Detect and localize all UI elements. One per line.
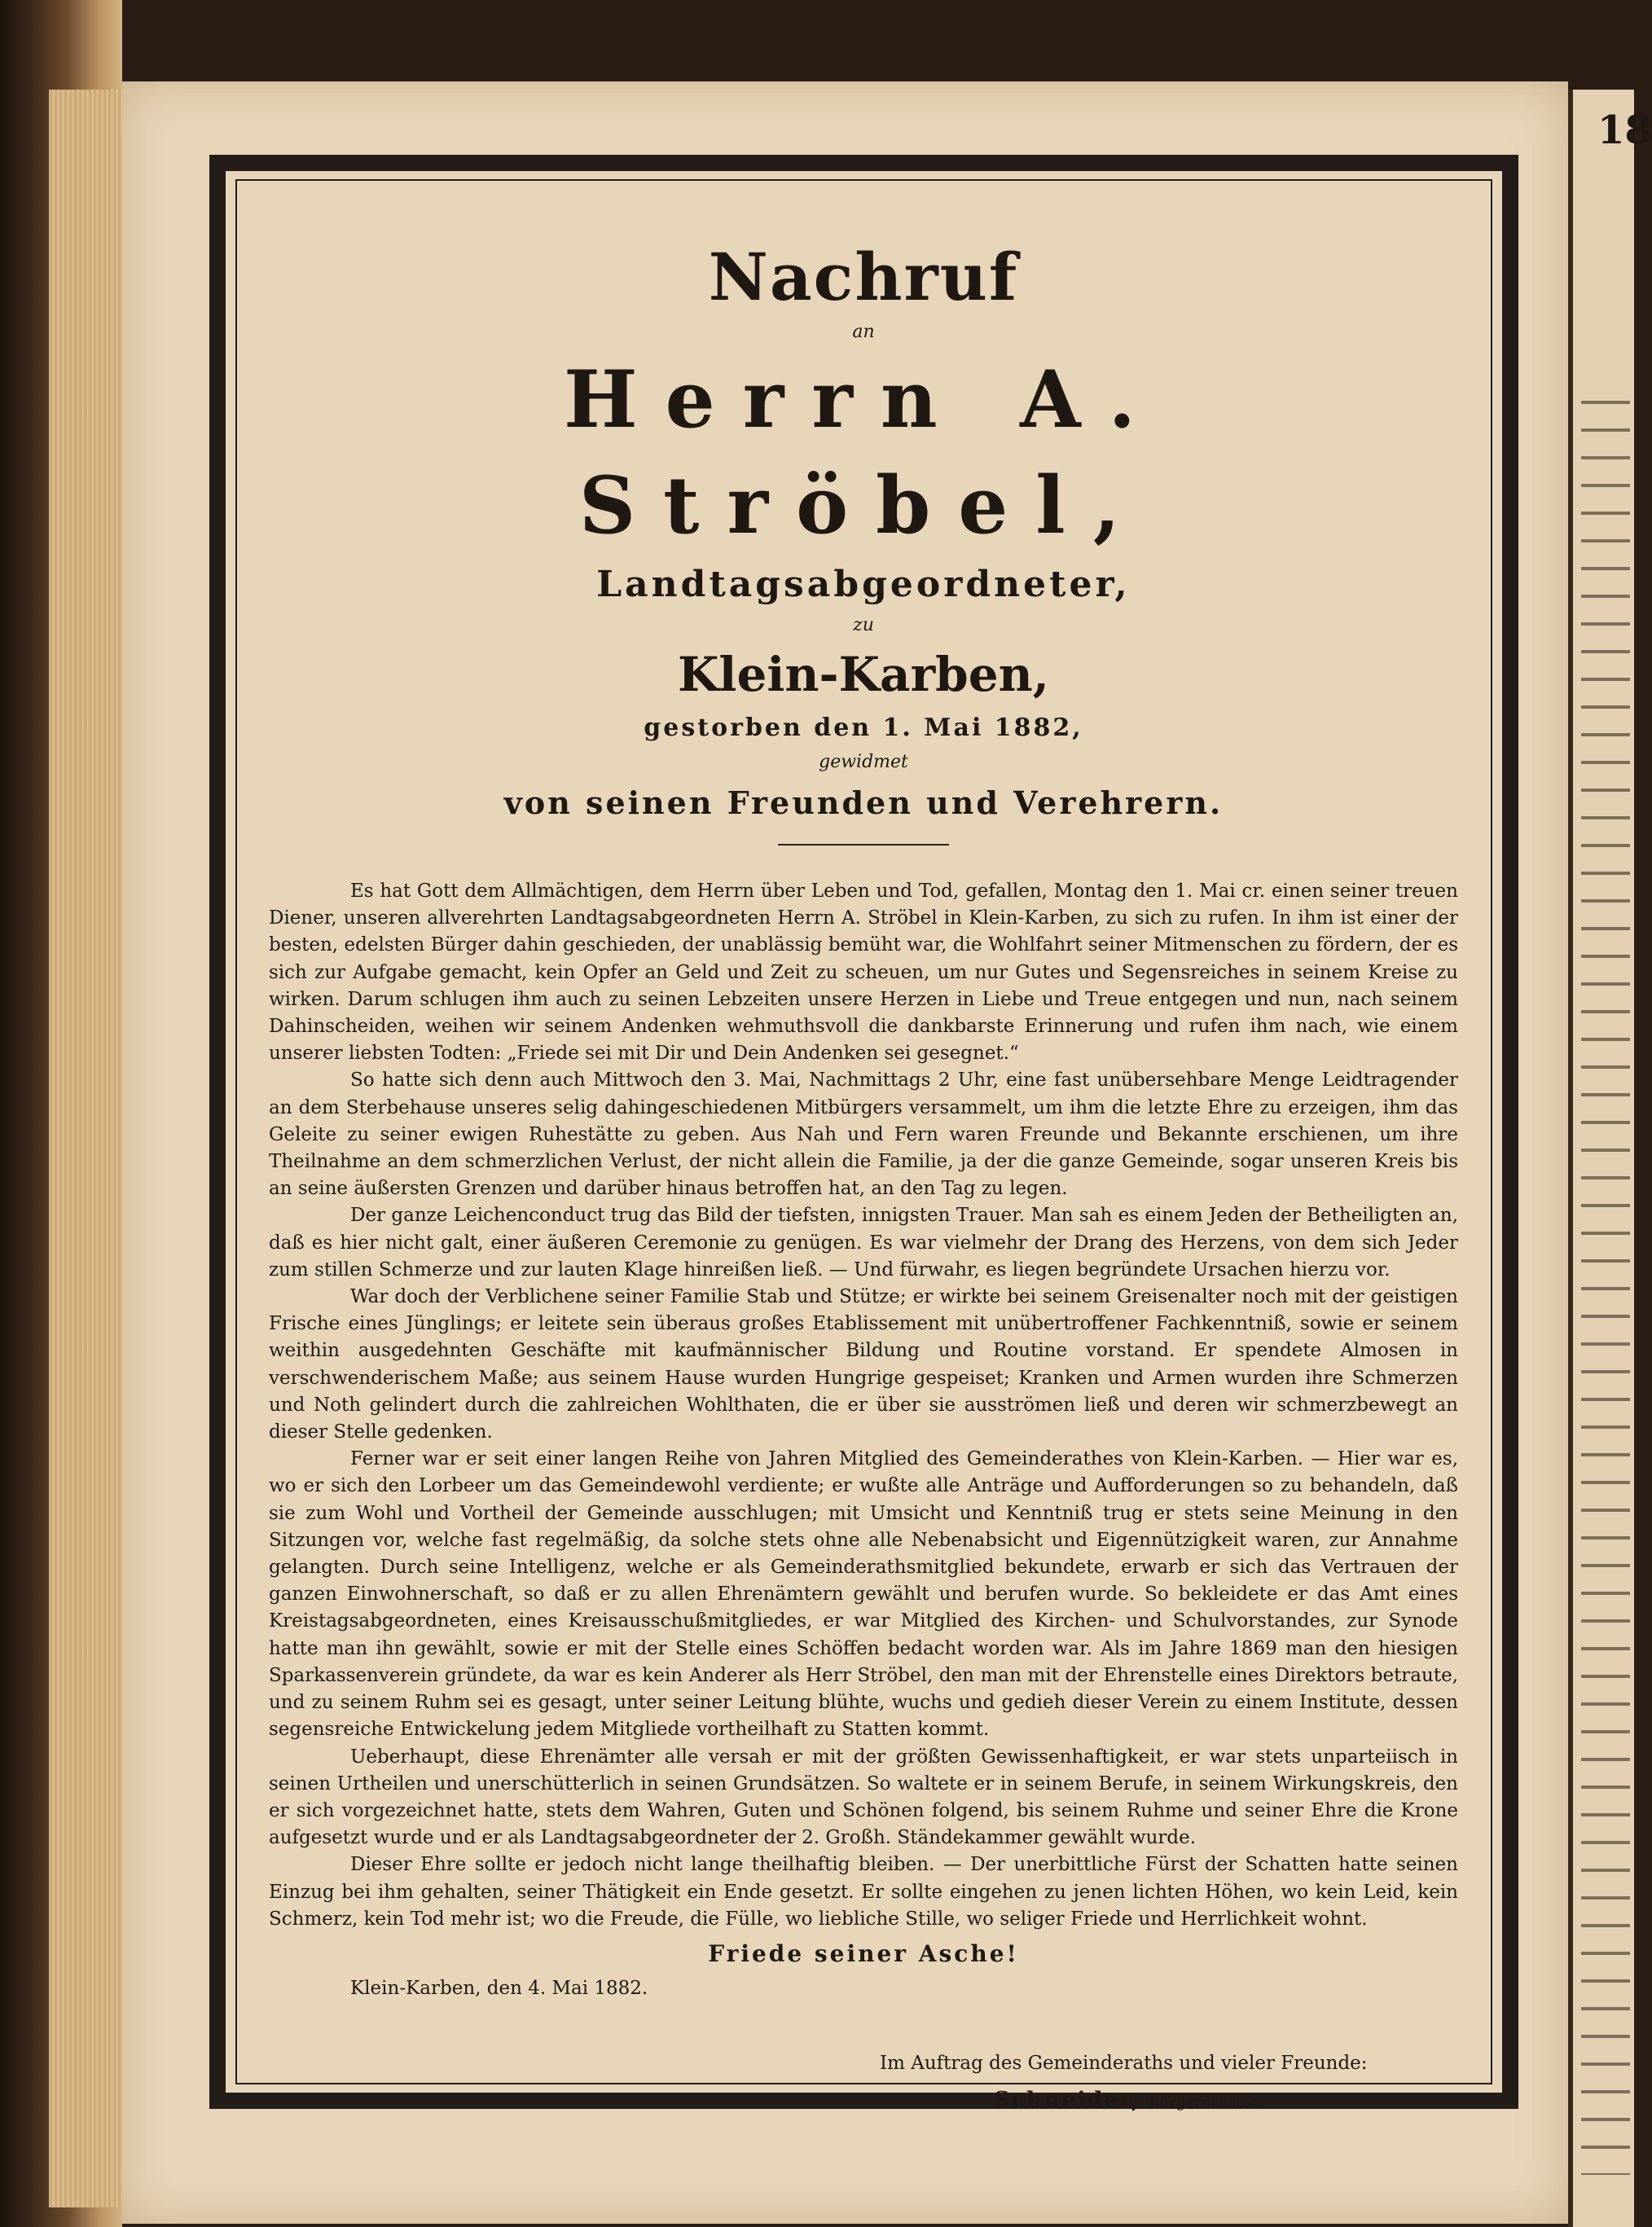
paragraph: Dieser Ehre sollte er jedoch nicht lange theilhaftig bleiben. — Der unerbittliche Fürst der Schatten hatte seinen Einzug bei ihm gehalten, seiner Thätigkeit ein Ende gesetzt. Er sollte eingehen zu jenen lichten Höhen, wo kein Leid, kein Schmerz, kein Tod mehr ist; wo die Freude, die Fülle, wo liebliche Stille, wo seliger Friede und Herrlichkeit wohnt. [269,1854,1458,1930]
divider [778,844,949,846]
paragraph: Ueberhaupt, diese Ehrenämter alle versah er mit der größten Gewissenhaftigkeit, er war stets unparteiisch in seinen Urtheilen und unerschütterlich in seinen Grundsätzen. So waltete er in seinem Berufe, in seinem Wirkungskreis, den er sich vorgezeichnet hatte, stets dem Wahren, Guten und Schönen folgend, bis seinem Ruhme und seiner Ehre die Krone aufgesetzt wurde und er als Landtagsabgeordneter der 2. Großh. Ständekammer gewählt wurde. [269,1746,1458,1849]
signatory-name: Schneider, [994,2087,1141,2113]
paragraph: War doch der Verblichene seiner Familie Stab und Stütze; er wirkte bei seinem Greisenalter noch mit der geistigen Frische eines Jünglings; er leitete sein überaus großes Etablissement mit unübertroffener Fachkenntniß, sowie er seinem weithin ausgedehnten Geschäfte mit kaufmännischer Bildung und Routine vorstand. Er spendete Almosen in verschwenderischem Maße; aus seinem Hause wurden Hungrige gespeiset; Kranken und Armen wurden ihre Schmerzen und Noth gelindert durch die zahlreichen Wohlthaten, die er über sie ausströmen ließ und deren wir schmerzbewegt an dieser Stelle gedenken. [269,1286,1458,1443]
deceased-position: Landtagsabgeordneter, [596,564,1131,605]
deceased-name: Herrn A. Ströbel, [563,354,1164,551]
notice-zu: zu [853,615,874,635]
adjacent-page [1568,90,1652,2227]
notice-header [269,236,1458,846]
notice-gewidmet: gewidmet [819,752,908,772]
dedication: von seinen Freunden und Verehrern. [503,784,1224,821]
dateline: Klein-Karben, den 4. Mai 1882. [350,1977,648,1999]
adjacent-page-number: 18 [1597,108,1652,153]
closing-line: Friede seiner Asche! [708,1939,1019,1967]
paragraph: Es hat Gott dem Allmächtigen, dem Herrn über Leben und Tod, gefallen, Montag den 1. Mai cr. einen seiner treuen Diener, unseren allverehrten Landtagsabgeordneten Herrn A. Ströbel in Klein-Karben, zu sich zu rufen. In ihm ist einer der besten, edelsten Bürger dahin geschieden, der unablässig bemüht war, die Wohlfahrt seiner Mitmenschen zu fördern, der es sich zur Aufgabe gemacht, kein Opfer an Geld und Zeit zu scheuen, um nur Gutes und Segensreiches in seinem Kreise zu wirken. Darum schlugen ihm auch zu seinen Lebzeiten unsere Herzen in Liebe und Treue entgegen und nun, nach seinem Dahinscheiden, weihen wir seinem Andenken wehmuthsvoll die dankbarste Erinnerung und rufen ihm nach, wie einem unserer liebsten Todten: „Friede sei mit Dir und Dein Andenken sei gesegnet.“ [269,881,1458,1065]
adjacent-page-text [1581,383,1630,2175]
signature-block [269,2088,1458,2113]
obituary-notice [269,236,1458,2113]
death-date: gestorben den 1. Mai 1882, [644,714,1083,742]
paragraph: So hatte sich denn auch Mittwoch den 3. Mai, Nachmittags 2 Uhr, eine fast unübersehbare Menge Leidtragender an dem Sterbehause unseres selig dahingeschiedenen Mitbürgers versammelt, um ihm die letzte Ehre zu erzeigen, ihm das Geleite zu seiner ewigen Ruhestätte zu geben. Aus Nah und Fern waren Freunde und Bekannte erschienen, um ihre Theilnahme an dem schmerzlichen Verlust, der nicht allein die Familie, ja der die ganze Gemeinde, sogar unseren Kreis bis an seine äußersten Grenzen und darüber hinaus betroffen hat, an den Tag zu legen. [269,1070,1458,1200]
obituary-body [269,878,1458,1933]
signatory-role: Bürgermeister. [1149,2093,1261,2111]
notice-an: an [852,322,875,342]
paragraph: Der ganze Leichenconduct trug das Bild der tiefsten, innigsten Trauer. Man sah es einem Jeden der Betheiligten an, daß es hier nicht galt, einer äußeren Ceremonie zu genügen. Es war vielmehr der Drang des Herzens, von dem sich Jeder zum stillen Schmerze und zur lauten Klage hinreißen ließ. — Und fürwahr, es liegen begründete Ursachen hierzu vor. [269,1205,1458,1280]
notice-title: Nachruf [708,239,1019,315]
deceased-place: Klein-Karben, [678,647,1049,702]
signature-commission: Im Auftrag des Gemeinderaths und vieler Freunde: [880,2052,1368,2074]
paragraph: Ferner war er seit einer langen Reihe von Jahren Mitglied des Gemeinderathes von Klein-Karben. — Hier war es, wo er sich den Lorbeer um das Gemeindewohl verdiente; er wußte alle Anträge und Aufforderungen so zu behandeln, daß sie zum Wohl und Vortheil der Gemeinde ausschlugen; mit Umsicht und Kenntniß trug er stets seine Meinung in den Sitzungen vor, welche fast regelmäßig, da solche stets ohne alle Nebenabsicht und Eigennützigkeit waren, zur Annahme gelangten. Durch seine Intelligenz, welche er als Gemeinderathsmitglied bekundete, erwarb er sich das Vertrauen der ganzen Einwohnerschaft, so daß er zu allen Ehrenämtern gewählt und berufen wurde. So bekleidete er das Amt eines Kreistagsabgeordneten, eines Kreisausschußmitgliedes, er war Mitglied des Kirchen- und Schulvorstandes, zur Synode hatte man ihn gewählt, sowie er mit der Stelle eines Schöffen bedacht worden war. Als im Jahre 1869 man den hiesigen Sparkassenverein gründete, da war es kein Anderer als Herr Ströbel, den man mit der Ehrenstelle eines Direktors betraute, und zu seinem Ruhm sei es gesagt, unter seiner Leitung blühte, wuchs und gedieh dieser Verein zu einem Institute, dessen segensreiche Entwickelung jedem Mitgliede vortheilhaft zu Statten kommt. [269,1448,1458,1741]
